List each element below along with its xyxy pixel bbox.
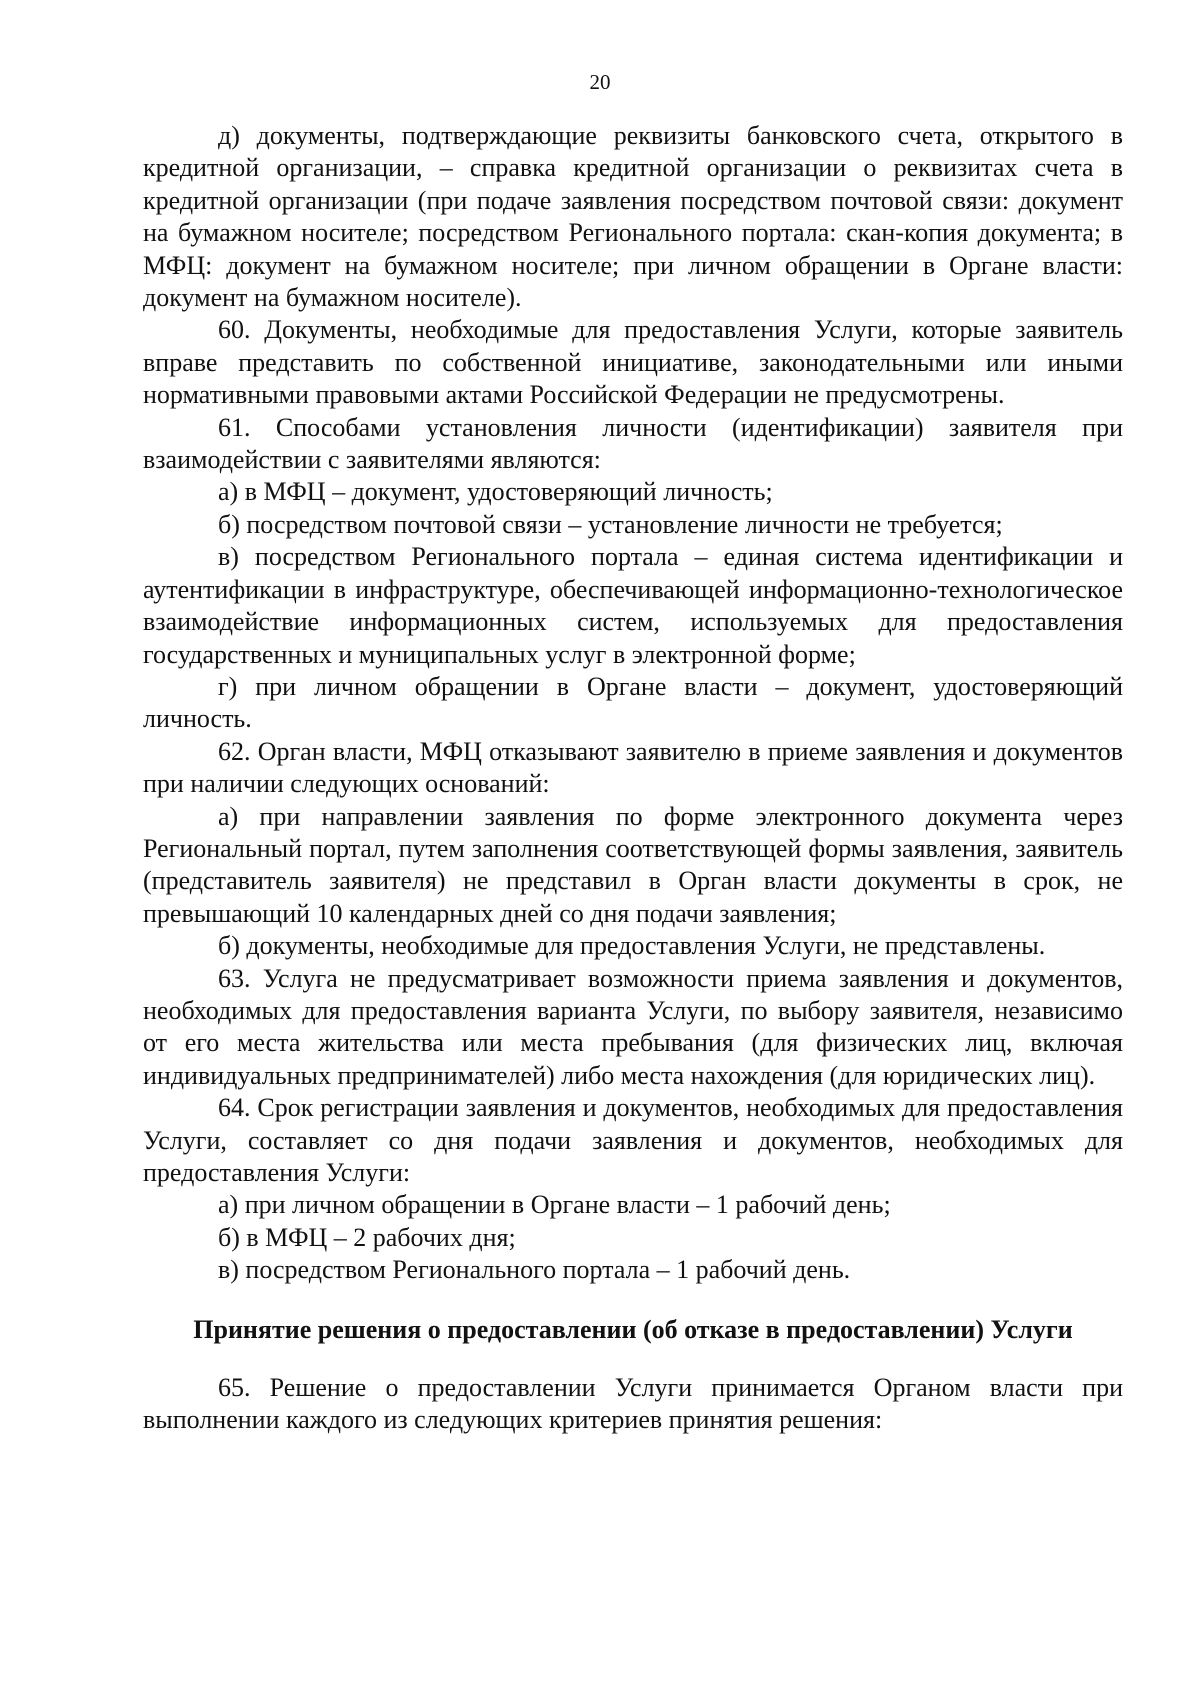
document-body: [143, 120, 1123, 1436]
paragraph-61-b: б) посредством почтовой связи – установление личности не требуется;: [218, 509, 1003, 539]
paragraph-64-v: в) посредством Регионального портала – 1 рабочий день.: [218, 1255, 851, 1285]
paragraph-61-v: в) посредством Регионального портала – единая система идентификации и аутентификации в инфраструктуре, обеспечивающей информационно-технологическое взаимодействие информационных систем, используемых для предоставления государственных и муниципальных услуг в электронной форме;: [143, 542, 1123, 669]
section-heading: Принятие решения о предоставлении (об отказе в предоставлении) Услуги: [193, 1314, 1073, 1344]
paragraph-d-bank-details: д) документы, подтверждающие реквизиты банковского счета, открытого в кредитной организации, – справка кредитной организации о реквизитах счета в кредитной организации (при подаче заявления посредством почтовой связи: документ на бумажном носителе; посредством Регионального портала: скан-копия документа; в МФЦ: документ на бумажном носителе; при личном обращении в Органе власти: документ на бумажном носителе).: [143, 121, 1123, 313]
paragraph-60: 60. Документы, необходимые для предоставления Услуги, которые заявитель вправе представить по собственной инициативе, законодательными или иными нормативными правовыми актами Российской Федерации не предусмотрены.: [143, 315, 1123, 410]
paragraph-64-a: а) при личном обращении в Органе власти – 1 рабочий день;: [218, 1190, 891, 1220]
paragraph-62-b: б) документы, необходимые для предоставления Услуги, не представлены.: [218, 931, 1046, 961]
paragraph-62: 62. Орган власти, МФЦ отказывают заявителю в приеме заявления и документов при наличии следующих оснований:: [143, 736, 1123, 799]
paragraph-62-a: а) при направлении заявления по форме электронного документа через Региональный портал, путем заполнения соответствующей формы заявления, заявитель (представитель заявителя) не представил в Орган власти документы в срок, не превышающий 10 календарных дней со дня подачи заявления;: [143, 801, 1123, 928]
page-number: 20: [589, 70, 611, 94]
paragraph-64: 64. Срок регистрации заявления и документов, необходимых для предоставления Услуги, составляет со дня подачи заявления и документов, необходимых для предоставления Услуги:: [143, 1093, 1123, 1187]
paragraph-61: 61. Способами установления личности (идентификации) заявителя при взаимодействии с заявителями являются:: [143, 412, 1123, 475]
paragraph-61-g: г) при личном обращении в Органе власти – документ, удостоверяющий личность.: [143, 671, 1123, 734]
paragraph-64-b: б) в МФЦ – 2 рабочих дня;: [218, 1222, 516, 1252]
paragraph-65: 65. Решение о предоставлении Услуги принимается Органом власти при выполнении каждого из следующих критериев принятия решения:: [143, 1372, 1123, 1435]
paragraph-61-a: а) в МФЦ – документ, удостоверяющий личность;: [218, 477, 773, 507]
paragraph-63: 63. Услуга не предусматривает возможности приема заявления и документов, необходимых для предоставления варианта Услуги, по выбору заявителя, независимо от его места жительства или места пребывания (для физических лиц, включая индивидуальных предпринимателей) либо места нахождения (для юридических лиц).: [143, 963, 1123, 1090]
